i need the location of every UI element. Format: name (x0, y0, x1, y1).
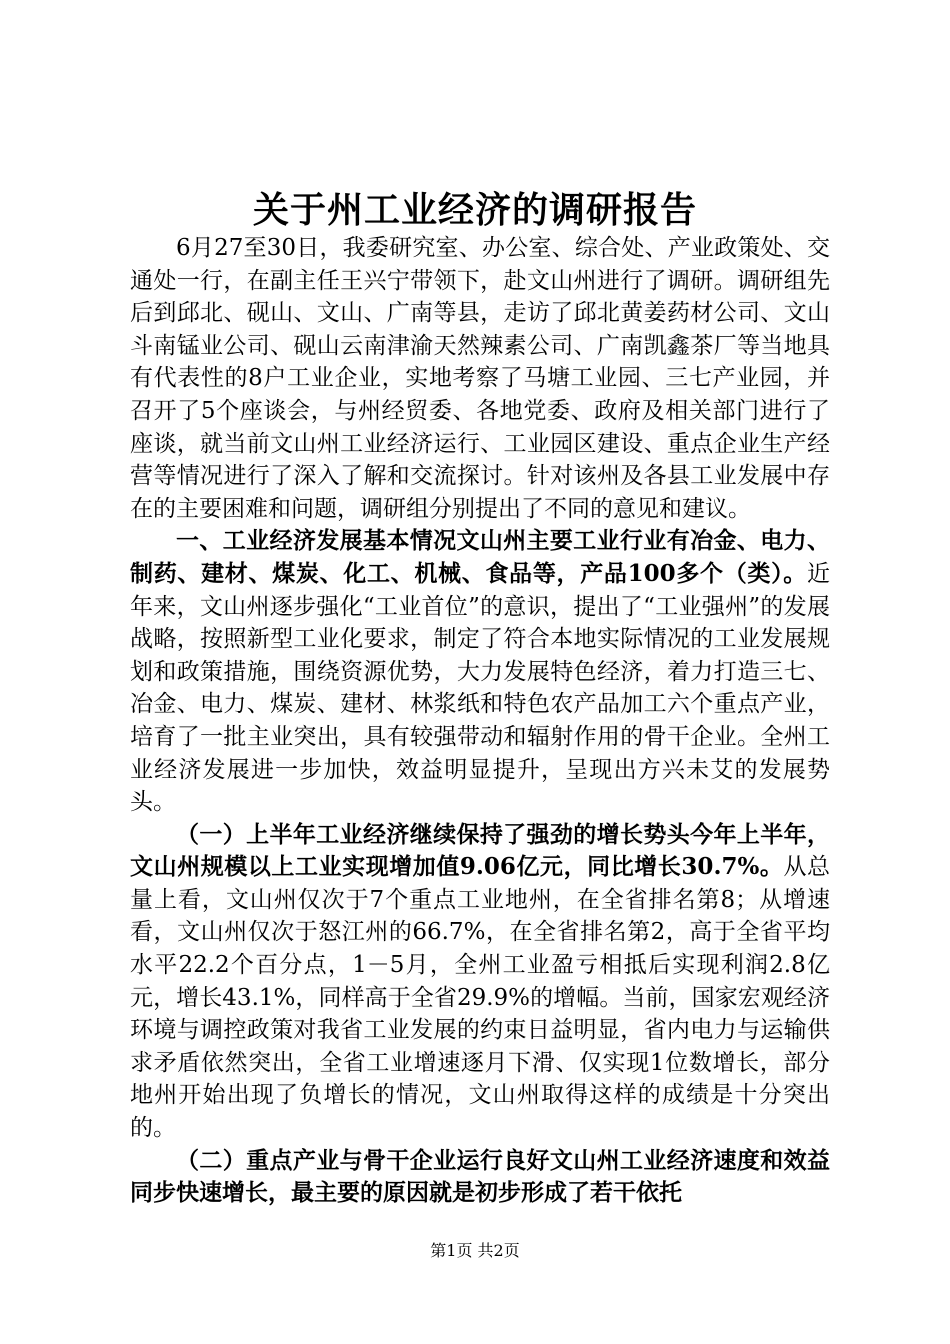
subsection-1-heading: （一）上半年工业经济继续保持了强劲的增长势头今年上半年，文山州规模以上工业实现增加值9.06亿元，同比增长30.7%。 (130, 820, 830, 881)
paragraph-subsection-1 (130, 819, 830, 1145)
subsection-1-body: 从总量上看，文山州仅次于7个重点工业地州，在全省排名第8；从增速看，文山州仅次于怒江州的66.7%，在全省排名第2，高于全省平均水平22.2个百分点，1－5月，全州工业盈亏相抵后实现利润2.8亿元，增长43.1%，同样高于全省29.9%的增幅。当前，国家宏观经济环境与调控政策对我省工业发展的约束日益明显，省内电力与运输供求矛盾依然突出，全省工业增速逐月下滑、仅实现1位数增长，部分地州开始出现了负增长的情况，文山州取得这样的成绩是十分突出的。 (130, 854, 831, 1142)
section-1-heading: 一、工业经济发展基本情况文山州主要工业行业有冶金、电力、制药、建材、煤炭、化工、机械、食品等，产品100多个（类）。 (130, 527, 830, 587)
paragraph-intro: 6月27至30日，我委研究室、办公室、综合处、产业政策处、交通处一行，在副主任王兴宁带领下，赴文山州进行了调研。调研组先后到邱北、砚山、文山、广南等县，走访了邱北黄姜药材公司、文山斗南锰业公司、砚山云南津渝天然辣素公司、广南凯鑫茶厂等当地具有代表性的8户工业企业，实地考察了马塘工业园、三七产业园，并召开了5个座谈会，与州经贸委、各地党委、政府及相关部门进行了座谈，就当前文山州工业经济运行、工业园区建设、重点企业生产经营等情况进行了深入了解和交流探讨。针对该州及各县工业发展中存在的主要困难和问题，调研组分别提出了不同的意见和建议。 (130, 235, 830, 522)
document-title: 关于州工业经济的调研报告 (252, 189, 697, 231)
page-footer: 第1页 共2页 (430, 1241, 520, 1260)
paragraph-subsection-2: （二）重点产业与骨干企业运行良好文山州工业经济速度和效益同步快速增长，最主要的原因就是初步形成了若干依托 (130, 1146, 830, 1207)
paragraph-section-1 (130, 525, 830, 818)
section-1-body: 近年来，文山州逐步强化“工业首位”的意识，提出了“工业强州”的发展战略，按照新型工业化要求，制定了符合本地实际情况的工业发展规划和政策措施，围绕资源优势，大力发展特色经济，着力打造三七、冶金、电力、煤炭、建材、林浆纸和特色农产品加工六个重点产业，培育了一批主业突出，具有较强带动和辐射作用的骨干企业。全州工业经济发展进一步加快，效益明显提升，呈现出方兴未艾的发展势头。 (130, 560, 830, 816)
document-body (130, 232, 830, 1210)
